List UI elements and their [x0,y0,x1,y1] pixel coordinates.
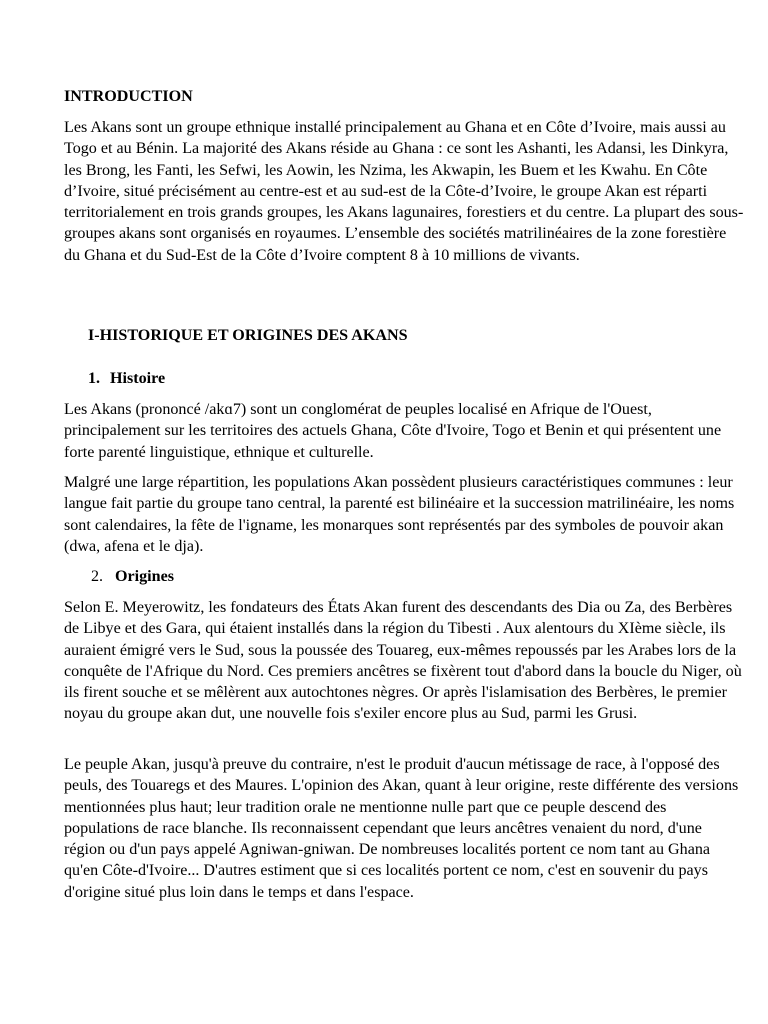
subheading-origines [91,566,174,587]
histoire-paragraph-2: Malgré une large répartition, les populations Akan possèdent plusieurs caractéristiques communes : leur langue fait partie du groupe tano central, la parenté est bilinéaire et la succession matrilinéaire, les noms sont calendaires, la fête de l'igname, les monarques sont représentés par des symboles de pouvoir akan (dwa, afena et le dja). [64,474,735,555]
section-heading-historique: I-HISTORIQUE ET ORIGINES DES AKANS [88,327,408,344]
introduction-heading: INTRODUCTION [64,88,193,105]
subheading-histoire-title: Histoire [110,370,166,387]
subheading-histoire [88,368,165,389]
introduction-paragraph: Les Akans sont un groupe ethnique installé principalement au Ghana et en Côte d’Ivoire, mais aussi au Togo et au Bénin. La majorité des Akans réside au Ghana : ce sont les Ashanti, les Adansi, les Dinkyra, les Brong, les Fanti, les Sefwi, les Aowin, les Nzima, les Akwapin, les Buem et les Kwahu. En Côte d’Ivoire, situé précisément au centre-est et au sud-est de la Côte-d’Ivoire, le groupe Akan est réparti territorialement en trois grands groupes, les Akans lagunaires, forestiers et du centre. La plupart des sous-groupes akans sont organisés en royaumes. L’ensemble des sociétés matrilinéaires de la zone forestière du Ghana et du Sud-Est de la Côte d’Ivoire comptent 8 à 10 millions de vivants. [64,119,744,264]
subheading-histoire-number: 1. [88,370,101,387]
subheading-origines-number: 2. [91,568,104,585]
origines-paragraph-2: Le peuple Akan, jusqu'à preuve du contraire, n'est le produit d'aucun métissage de race, à l'opposé des peuls, des Touaregs et des Maures. L'opinion des Akan, quant à leur origine, reste différente des versions mentionnées plus haut; leur tradition orale ne mentionne nulle part que ce peuple descend des populations de race blanche. Ils reconnaissent cependant que leurs ancêtres venaient du nord, d'une région ou d'un pays appelé Agniwan-gniwan. De nombreuses localités portent ce nom tant au Ghana qu'en Côte-d'Ivoire... D'autres estiment que si ces localités portent ce nom, c'est en souvenir du pays d'origine situé plus loin dans le temps et dans l'espace. [64,756,739,901]
origines-paragraph-1: Selon E. Meyerowitz, les fondateurs des États Akan furent des descendants des Dia ou Za, des Berbères de Libye et des Gara, qui étaient installés dans la région du Tibesti . Aux alentours du XIème siècle, ils auraient émigré vers le Sud, sous la poussée des Touareg, eux-mêmes repoussés par les Arabes lors de la conquête de l'Afrique du Nord. Ces premiers ancêtres se fixèrent tout d'abord dans la boucle du Niger, où ils firent souche et se mêlèrent aux autochtones nègres. Or après l'islamisation des Berbères, le premier noyau du groupe akan dut, une nouvelle fois s'exiler encore plus au Sud, parmi les Grusi. [64,599,742,723]
histoire-paragraph-1: Les Akans (prononcé /akɑ7) sont un conglomérat de peuples localisé en Afrique de l'Ouest, principalement sur les territoires des actuels Ghana, Côte d'Ivoire, Togo et Benin et qui présentent une forte parenté linguistique, ethnique et culturelle. [64,401,722,461]
subheading-origines-title: Origines [115,568,175,585]
